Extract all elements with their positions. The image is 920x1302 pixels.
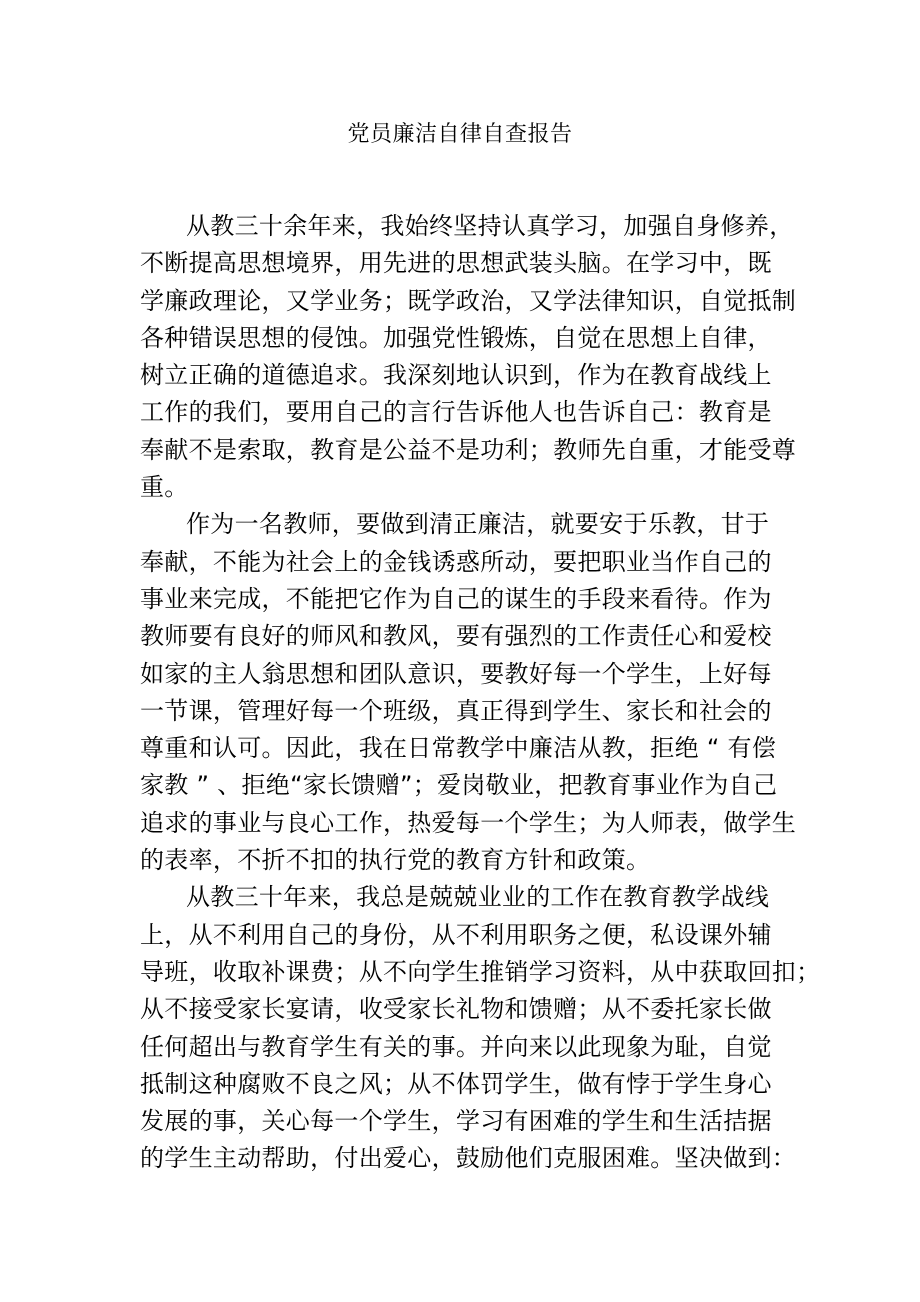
text-line: 发展的事，关心每一个学生，学习有困难的学生和生活拮据	[140, 1107, 772, 1136]
text-line: 如家的主人翁思想和团队意识，要教好每一个学生，上好每	[140, 659, 772, 688]
text-line: 不断提高思想境界，用先进的思想武装头脑。在学习中，既	[140, 249, 772, 278]
text-line: 从教三十年来，我总是兢兢业业的工作在教育教学战线	[186, 883, 770, 912]
text-line: 的表率，不折不扣的执行党的教育方针和政策。	[140, 846, 651, 875]
text-line: 的学生主动帮助，付出爱心，鼓励他们克服困难。坚决做到：	[140, 1144, 797, 1173]
text-line: 抵制这种腐败不良之风；从不体罚学生，做有悖于学生身心	[140, 1069, 772, 1098]
text-line: 一节课，管理好每一个班级，真正得到学生、家长和社会的	[140, 696, 772, 725]
text-line: 追求的事业与良心工作，热爱每一个学生；为人师表，做学生	[140, 808, 797, 837]
text-line: 从不接受家长宴请，收受家长礼物和馈赠；从不委托家长做	[140, 995, 772, 1024]
text-line: 各种错误思想的侵蚀。加强党性锻炼，自觉在思想上自律，	[140, 323, 772, 352]
paragraph-1	[140, 208, 800, 506]
text-line: 教师要有良好的师风和教风，要有强烈的工作责任心和爱校	[140, 622, 772, 651]
paragraph-3	[140, 879, 821, 1177]
text-line: 树立正确的道德追求。我深刻地认识到，作为在教育战线上	[140, 361, 772, 390]
text-line: 任何超出与教育学生有关的事。并向来以此现象为耻，自觉	[140, 1032, 772, 1061]
text-line: 从教三十余年来，我始终坚持认真学习，加强自身修养，	[186, 212, 794, 240]
paragraph-2	[140, 506, 800, 879]
text-line: 工作的我们，要用自己的言行告诉他人也告诉自己：教育是	[140, 398, 772, 427]
text-line: 事业来完成，不能把它作为自己的谋生的手段来看待。作为	[140, 584, 772, 613]
text-line: 奉献不是索取，教育是公益不是功利；教师先自重，才能受尊	[140, 435, 797, 464]
text-line: 家教 ” 、拒绝“家长馈赠”；爱岗敬业，把教育事业作为自己	[140, 771, 778, 800]
text-line: 作为一名教师，要做到清正廉洁，就要安于乐教，甘于	[186, 510, 770, 539]
document-body	[140, 208, 821, 1178]
text-line: 尊重和认可。因此，我在日常教学中廉洁从教，拒绝 “ 有偿	[140, 734, 777, 763]
text-line: 学廉政理论，又学业务；既学政治，又学法律知识，自觉抵制	[140, 286, 797, 315]
text-line: 导班，收取补课费；从不向学生推销学习资料，从中获取回扣；	[140, 957, 821, 986]
document-title: 党员廉洁自律自查报告	[347, 122, 573, 147]
text-line: 奉献，不能为社会上的金钱诱惑所动，要把职业当作自己的	[140, 547, 772, 576]
text-line: 上，从不利用自己的身份，从不利用职务之便，私设课外辅	[140, 920, 772, 949]
text-line: 重。	[140, 473, 189, 502]
